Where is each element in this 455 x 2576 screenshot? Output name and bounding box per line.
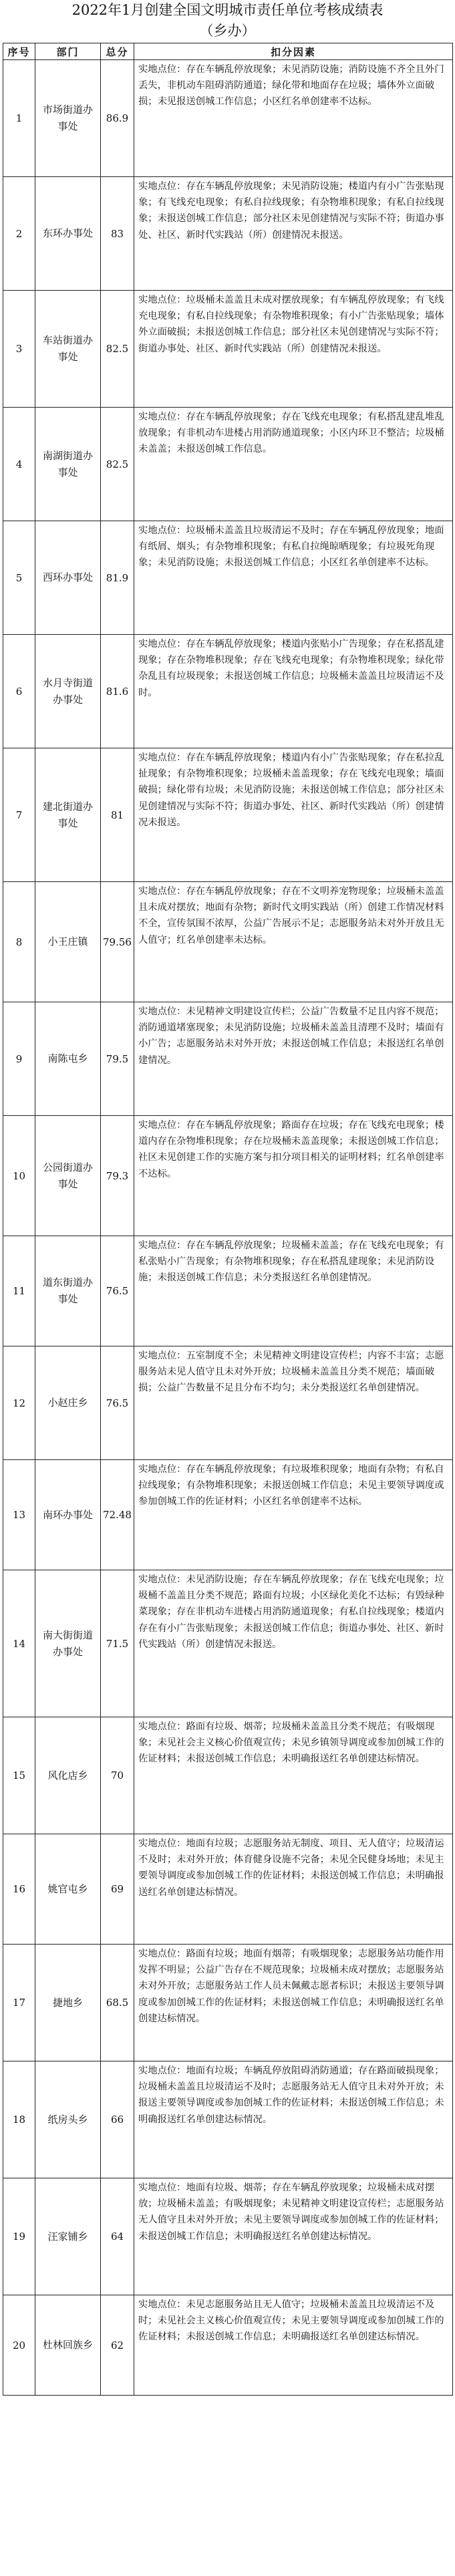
table-row — [3, 1002, 453, 1116]
row-total-score: 82.5 — [101, 291, 134, 408]
table-row — [3, 2178, 453, 2295]
row-total-score: 62 — [101, 2295, 134, 2396]
row-total-score: 86.9 — [101, 60, 134, 177]
row-deduction-factors: 实地点位：存在车辆乱停放现象；楼道内有小广告张贴现象；存在私拉乱扯现象；有杂物堆积现象；垃圾桶未盖盖现象；存在飞线充电现象；墙面破损；绿化带有垃圾；未见消防设施；未报送创城工作信息；部分社区未见创建情况与实际不符；街道办事处、社区、新时代实践站（所）创建情况未报送。 — [134, 748, 453, 882]
table-row — [3, 748, 453, 882]
row-index: 10 — [3, 1116, 35, 1236]
row-department: 建北街道办事处 — [35, 748, 101, 882]
row-department: 道东街道办事处 — [35, 1236, 101, 1346]
row-total-score: 81.9 — [101, 521, 134, 635]
row-index: 8 — [3, 882, 35, 1002]
row-total-score: 64 — [101, 2178, 134, 2295]
header-total-score: 总分 — [101, 43, 134, 60]
row-index: 13 — [3, 1460, 35, 1570]
row-index: 7 — [3, 748, 35, 882]
row-department: 捷地乡 — [35, 1945, 101, 2061]
row-department: 南大街街道办事处 — [35, 1570, 101, 1717]
table-row — [3, 1945, 453, 2061]
row-department: 车站街道办事处 — [35, 291, 101, 408]
row-deduction-factors: 实地点位：五室制度不全；未见精神文明建设宣传栏；内容不丰富；志愿服务站未见人值守且未对外开放；垃圾桶未盖盖且分类不规范；墙面破损；公益广告数量不足且分布不均匀；未分类报送红名单创建情况。 — [134, 1346, 453, 1460]
row-index: 1 — [3, 60, 35, 177]
row-department: 小赵庄乡 — [35, 1346, 101, 1460]
row-deduction-factors: 实地点位：路面有垃圾、烟蒂；垃圾桶未盖盖且分类不规范；有吸烟现象；未见社会主义核心价值观宣传；未见乡镇领导调度或参加创城工作的佐证材料；未报送创城工作信息；未明确报送红名单创建达标情况。 — [134, 1717, 453, 1834]
table-row — [3, 2295, 453, 2396]
row-index: 5 — [3, 521, 35, 635]
row-deduction-factors: 实地点位：未见精神文明建设宣传栏；公益广告数量不足且内容不规范；消防通道堵塞现象；未见消防设施；垃圾桶未盖盖且清理不及时；墙面有小广告；志愿服务站未对外开放；未报送创城工作信息；未报送红名单创建情况。 — [134, 1002, 453, 1116]
row-index: 9 — [3, 1002, 35, 1116]
row-index: 19 — [3, 2178, 35, 2295]
row-department: 小王庄镇 — [35, 882, 101, 1002]
row-deduction-factors: 实地点位：路面有垃圾；地面有烟蒂；有吸烟现象；志愿服务站功能作用发挥不明显；公益广告存在不规范现象；垃圾桶未成对摆放；志愿服务站未对外开放；志愿服务站工作人员未佩戴志愿者标识；未报送主要领导调度或参加创城工作的佐证材料；未报送创城工作信息；未明确报送红名单创建达标情况。 — [134, 1945, 453, 2061]
row-deduction-factors: 实地点位：存在车辆乱停放现象；路面存在垃圾；存在飞线充电现象；楼道内存在杂物堆积现象；存在垃圾桶未盖盖现象；未报送创城工作信息；社区未见创建工作的实施方案与扣分项目相关的证明材料；红名单创建率不达标。 — [134, 1116, 453, 1236]
row-total-score: 83 — [101, 177, 134, 291]
row-department: 西环办事处 — [35, 521, 101, 635]
header-index: 序号 — [3, 43, 35, 60]
row-department: 南陈屯乡 — [35, 1002, 101, 1116]
row-total-score: 81.6 — [101, 635, 134, 748]
row-index: 2 — [3, 177, 35, 291]
row-department: 风化店乡 — [35, 1717, 101, 1834]
row-total-score: 79.3 — [101, 1116, 134, 1236]
row-total-score: 72.48 — [101, 1460, 134, 1570]
row-deduction-factors: 实地点位：地面有垃圾、烟蒂；存在车辆乱停放现象；垃圾桶未成对摆放；垃圾桶未盖盖；有吸烟现象；未见精神文明建设宣传栏；志愿服务站无人值守且未对外开放；未见主要领导调度或参加创城工作的佐证材料；未报送创城工作信息；未明确报送红名单创建达标情况。 — [134, 2178, 453, 2295]
row-department: 纸房头乡 — [35, 2061, 101, 2178]
row-department: 汪家铺乡 — [35, 2178, 101, 2295]
row-index: 14 — [3, 1570, 35, 1717]
row-total-score: 79.5 — [101, 1002, 134, 1116]
row-total-score: 81 — [101, 748, 134, 882]
row-deduction-factors: 实地点位：存在车辆乱停放现象；未见消防设施；消防设施不齐全且外门丢失，非机动车阻碍消防通道；绿化带和地面存在垃圾；墙体外立面破损；未见报送创城工作信息；小区红名单创建率不达标。 — [134, 60, 453, 177]
table-row — [3, 635, 453, 748]
row-department: 杜林回族乡 — [35, 2295, 101, 2396]
row-index: 17 — [3, 1945, 35, 2061]
table-header-row — [3, 43, 453, 60]
row-deduction-factors: 实地点位：存在车辆乱停放现象；存在飞线充电现象；有私搭乱建乱堆乱放现象；有非机动车进楼占用消防通道现象；小区内环卫不整洁；垃圾桶未盖盖；未报送创城工作信息。 — [134, 408, 453, 521]
row-department: 公园街道办事处 — [35, 1116, 101, 1236]
row-deduction-factors: 实地点位：存在车辆乱停放现象；存在不文明养宠物现象；垃圾桶未盖盖且未成对摆放；地面有杂物；新时代文明实践站（所）创建工作情况材料不全，宣传氛围不浓厚，公益广告展示不足；志愿服务站未对外开放且无人值守；红名单创建率未达标。 — [134, 882, 453, 1002]
table-row — [3, 1570, 453, 1717]
row-deduction-factors: 实地点位：地面有垃圾；志愿服务站无制度、项目、无人值守；垃圾清运不及时；未对外开放；体育健身设施不完备；未见全民健身场地；未见主要领导调度或参加创城工作的佐证材料；未报送创城工作信息；未明确报送红名单创建达标情况。 — [134, 1834, 453, 1945]
row-department: 东环办事处 — [35, 177, 101, 291]
row-total-score: 79.56 — [101, 882, 134, 1002]
table-row — [3, 408, 453, 521]
row-index: 18 — [3, 2061, 35, 2178]
row-index: 4 — [3, 408, 35, 521]
table-row — [3, 1460, 453, 1570]
row-total-score: 66 — [101, 2061, 134, 2178]
row-total-score: 76.5 — [101, 1346, 134, 1460]
row-department: 水月寺街道办事处 — [35, 635, 101, 748]
row-index: 3 — [3, 291, 35, 408]
row-deduction-factors: 实地点位：垃圾桶未盖盖且未成对摆放现象；有车辆乱停放现象；有飞线充电现象；有私自拉线现象；有杂物堆积现象；有小广告张贴现象；墙体外立面破损；未报送创城工作信息；部分社区未见创建情况与实际不符；街道办事处、社区、新时代实践站（所）创建情况未报送。 — [134, 291, 453, 408]
row-deduction-factors: 实地点位：存在车辆乱停放现象；垃圾桶未盖盖；存在飞线充电现象；有私张贴小广告现象；有杂物堆积现象；存在私搭乱建现象；未见消防设施；未报送创城工作信息；未分类报送红名单创建情况。 — [134, 1236, 453, 1346]
row-total-score: 76.5 — [101, 1236, 134, 1346]
table-row — [3, 1717, 453, 1834]
row-total-score: 69 — [101, 1834, 134, 1945]
score-table — [3, 43, 453, 2396]
row-deduction-factors: 实地点位：垃圾桶未盖盖且垃圾清运不及时；存在车辆乱停放现象；地面有纸屑、烟头；有杂物堆积现象；有私自拉绳晾晒现象；有垃圾死角现象；未见消防设施；未报送创城工作信息；小区红名单创建率不达标。 — [134, 521, 453, 635]
row-index: 6 — [3, 635, 35, 748]
row-deduction-factors: 实地点位：未见志愿服务站且无人值守；垃圾桶未盖盖且垃圾清运不及时；未见社会主义核心价值观宣传；未见主要领导调度或参加创城工作的佐证材料；未报送创城工作信息；未明确报送红名单创建达标情况。 — [134, 2295, 453, 2396]
row-deduction-factors: 实地点位：存在车辆乱停放现象；有垃圾堆积现象；地面有杂物；有私自拉线现象；有杂物堆积现象；未报送创城工作信息；未见主要领导调度或参加创城工作的佐证材料；小区红名单创建率不达标。 — [134, 1460, 453, 1570]
row-department: 市场街道办事处 — [35, 60, 101, 177]
row-index: 16 — [3, 1834, 35, 1945]
row-index: 11 — [3, 1236, 35, 1346]
row-total-score: 68.5 — [101, 1945, 134, 2061]
row-total-score: 70 — [101, 1717, 134, 1834]
row-deduction-factors: 实地点位：存在车辆乱停放现象；未见消防设施；楼道内有小广告张贴现象；有飞线充电现象；有私自拉线现象；有杂物堆积现象；有私自拉线现象；未报送创城工作信息；部分社区未见创建情况与实际不符；街道办事处、社区、新时代实践站（所）创建情况未报送。 — [134, 177, 453, 291]
table-row — [3, 2061, 453, 2178]
table-row — [3, 1236, 453, 1346]
row-deduction-factors: 实地点位：地面有垃圾；车辆乱停放阻碍消防通道；存在路面破损现象；垃圾桶未盖盖且垃圾清运不及时；志愿服务站无人值守且未对外开放；未报送主要领导调度或参加创城工作的佐证材料；未报送创城工作信息；未明确报送红名单创建达标情况。 — [134, 2061, 453, 2178]
table-row — [3, 177, 453, 291]
header-department: 部门 — [35, 43, 101, 60]
table-row — [3, 1116, 453, 1236]
row-index: 20 — [3, 2295, 35, 2396]
page-subtitle: （乡办） — [199, 23, 256, 39]
header-deduction-factors: 扣分因素 — [134, 43, 453, 60]
row-index: 15 — [3, 1717, 35, 1834]
table-row — [3, 291, 453, 408]
table-row — [3, 521, 453, 635]
title-block — [0, 0, 455, 43]
table-row — [3, 882, 453, 1002]
table-row — [3, 1834, 453, 1945]
page-title: 2022年1月创建全国文明城市责任单位考核成绩表 — [71, 2, 384, 18]
table-row — [3, 1346, 453, 1460]
row-total-score: 82.5 — [101, 408, 134, 521]
row-total-score: 71.5 — [101, 1570, 134, 1717]
table-row — [3, 60, 453, 177]
row-deduction-factors: 实地点位：存在车辆乱停放现象；楼道内张贴小广告现象；存在私搭乱建现象；存在杂物堆积现象；存在飞线充电现象；有杂物堆积现象；绿化带杂乱且有垃圾现象；未报送创城工作信息；垃圾桶未盖盖且垃圾清运不及时。 — [134, 635, 453, 748]
row-index: 12 — [3, 1346, 35, 1460]
row-department: 南湖街道办事处 — [35, 408, 101, 521]
row-department: 南环办事处 — [35, 1460, 101, 1570]
table-body — [3, 60, 453, 2396]
row-deduction-factors: 实地点位：未见消防设施；存在车辆乱停放现象；存在飞线充电现象；垃圾桶不盖盖且分类不规范；路面有垃圾；小区绿化美化不达标；有毁绿种菜现象；存在非机动车进楼占用消防通道现象；有私自拉线现象；楼道内存在有小广告张贴现象；未报送创城工作信息；街道办事处、社区、新时代实践站（所）创建情况未报送。 — [134, 1570, 453, 1717]
row-department: 姚官屯乡 — [35, 1834, 101, 1945]
